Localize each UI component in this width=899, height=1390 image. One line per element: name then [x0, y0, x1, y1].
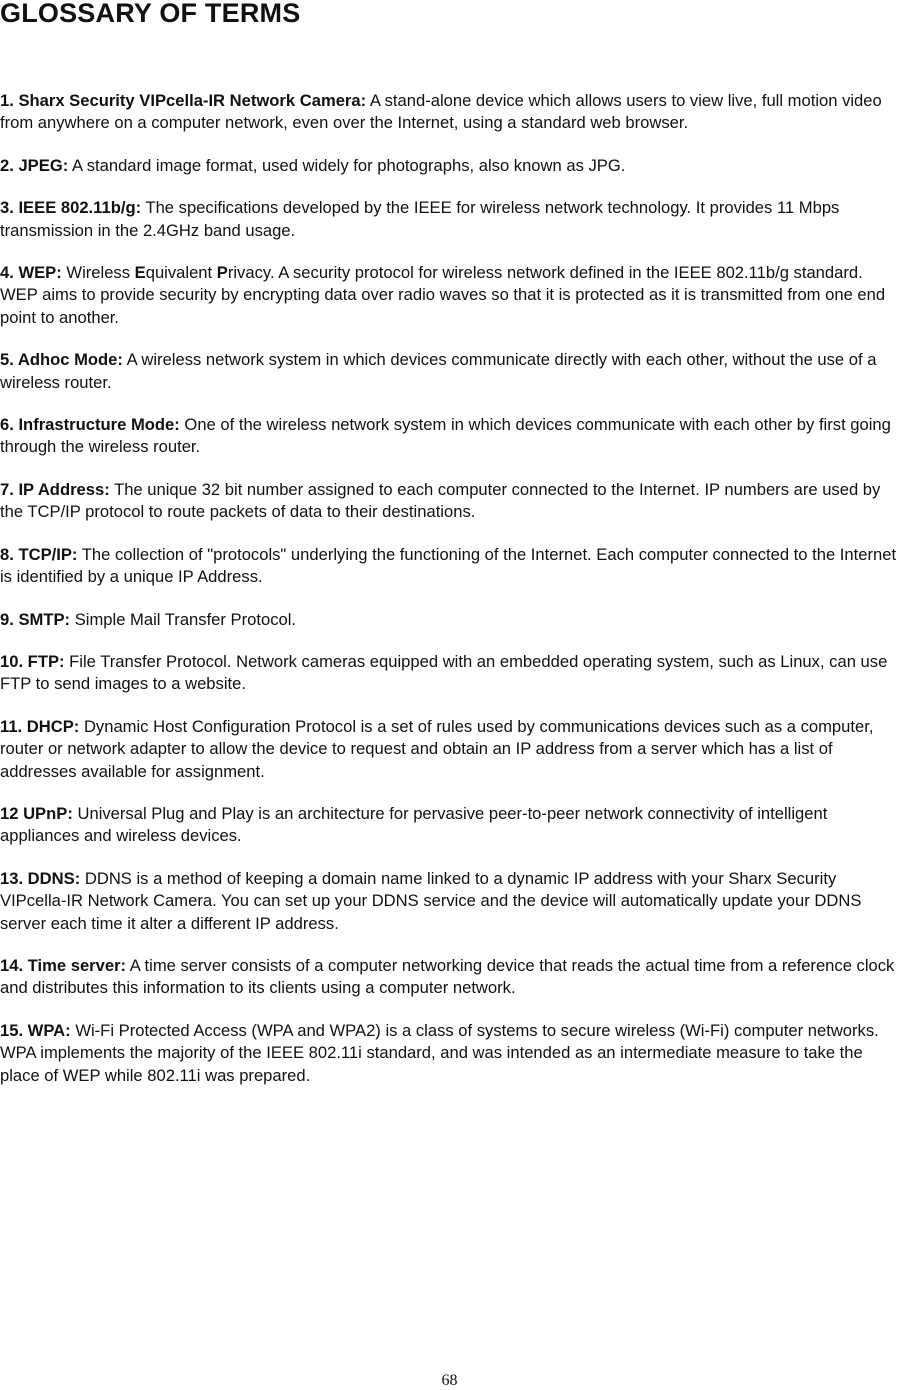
glossary-entry-wpa [0, 1020, 899, 1087]
term: 11. DHCP: [0, 716, 80, 736]
definition: Universal Plug and Play is an architecture for pervasive peer-to-peer network connectivity of intelligent appliances and wireless devices. [0, 803, 828, 846]
page-number: 68 [441, 1372, 458, 1389]
definition: Dynamic Host Configuration Protocol is a set of rules used by communications devices such as a computer, router or network adapter to allow the device to request and obtain an IP address from a server which has a list of addresses available for assignment. [0, 716, 874, 781]
term: 10. FTP: [0, 651, 65, 671]
glossary-entry-jpeg [0, 155, 899, 177]
definition: DDNS is a method of keeping a domain name linked to a dynamic IP address with your Sharx Security VIPcella-IR Network Camera. You can set up your DDNS service and the device will automatically update your DDNS server each time it alter a different IP address. [0, 868, 862, 933]
definition: A standard image format, used widely for photographs, also known as JPG. [71, 155, 626, 175]
glossary-entry-ddns [0, 868, 899, 935]
term: 7. IP Address: [0, 479, 110, 499]
term: 9. SMTP: [0, 609, 71, 629]
glossary-entry-smtp [0, 609, 899, 631]
term: 3. IEEE 802.11b/g: [0, 198, 142, 218]
glossary-list [0, 90, 899, 1107]
glossary-entry-infrastructure-mode [0, 414, 899, 459]
glossary-entry-upnp [0, 803, 899, 848]
glossary-entry-tcp-ip [0, 544, 899, 589]
term: 8. TCP/IP: [0, 544, 78, 564]
definition: Simple Mail Transfer Protocol. [74, 609, 297, 629]
definition-part: Wireless [66, 263, 135, 283]
definition: A time server consists of a computer networking device that reads the actual time from a reference clock and distributes this information to its clients using a computer network. [0, 955, 895, 998]
definition: The collection of "protocols" underlying the functioning of the Internet. Each computer connected to the Internet is identified by a unique IP Address. [0, 544, 897, 587]
glossary-entry-adhoc-mode [0, 349, 899, 394]
definition: A wireless network system in which devices communicate directly with each other, without the use of a wireless router. [0, 350, 877, 392]
term: 5. Adhoc Mode: [0, 350, 123, 370]
definition-bold-letter: P [216, 263, 228, 283]
definition: File Transfer Protocol. Network cameras equipped with an embedded operating system, such as Linux, can use FTP to send images to a website. [0, 651, 888, 694]
term: 13. DDNS: [0, 868, 81, 888]
definition-part: rivacy. A security protocol for wireless network defined in the IEEE 802.11b/g standard. WEP aims to provide security by encrypting data over radio waves so that it is protected as it is transmitted from one end point to another. [0, 263, 886, 327]
definition: The unique 32 bit number assigned to each computer connected to the Internet. IP numbers are used by the TCP/IP protocol to route packets of data to their destinations. [0, 479, 881, 522]
term: 6. Infrastructure Mode: [0, 415, 180, 435]
definition: The specifications developed by the IEEE for wireless network technology. It provides 11 Mbps transmission in the 2.4GHz band usage. [0, 198, 840, 240]
glossary-entry-network-camera [0, 90, 899, 135]
term: 1. Sharx Security VIPcella-IR Network Camera: [0, 91, 367, 110]
term: 12 UPnP: [0, 803, 73, 823]
glossary-entry-ip-address [0, 479, 899, 524]
glossary-entry-wep [0, 262, 899, 329]
term: 15. WPA: [0, 1020, 71, 1040]
definition-part: quivalent [145, 263, 217, 283]
glossary-entry-time-server [0, 955, 899, 1000]
glossary-entry-dhcp [0, 716, 899, 783]
glossary-entry-ftp [0, 651, 899, 696]
glossary-entry-ieee [0, 197, 899, 242]
page-title: GLOSSARY OF TERMS [0, 0, 301, 28]
term: 4. WEP: [0, 263, 62, 283]
definition: One of the wireless network system in which devices communicate with each other by first going through the wireless router. [0, 415, 891, 457]
definition: A stand-alone device which allows users to view live, full motion video from anywhere on a computer network, even over the Internet, using a standard web browser. [0, 91, 882, 133]
definition: Wi-Fi Protected Access (WPA and WPA2) is a class of systems to secure wireless (Wi-Fi) computer networks. WPA implements the majority of the IEEE 802.11i standard, and was intended as an intermediate measure to take the place of WEP while 802.11i was prepared. [0, 1020, 879, 1085]
term: 14. Time server: [0, 955, 127, 975]
definition-bold-letter: E [134, 263, 146, 283]
term: 2. JPEG: [0, 155, 69, 175]
